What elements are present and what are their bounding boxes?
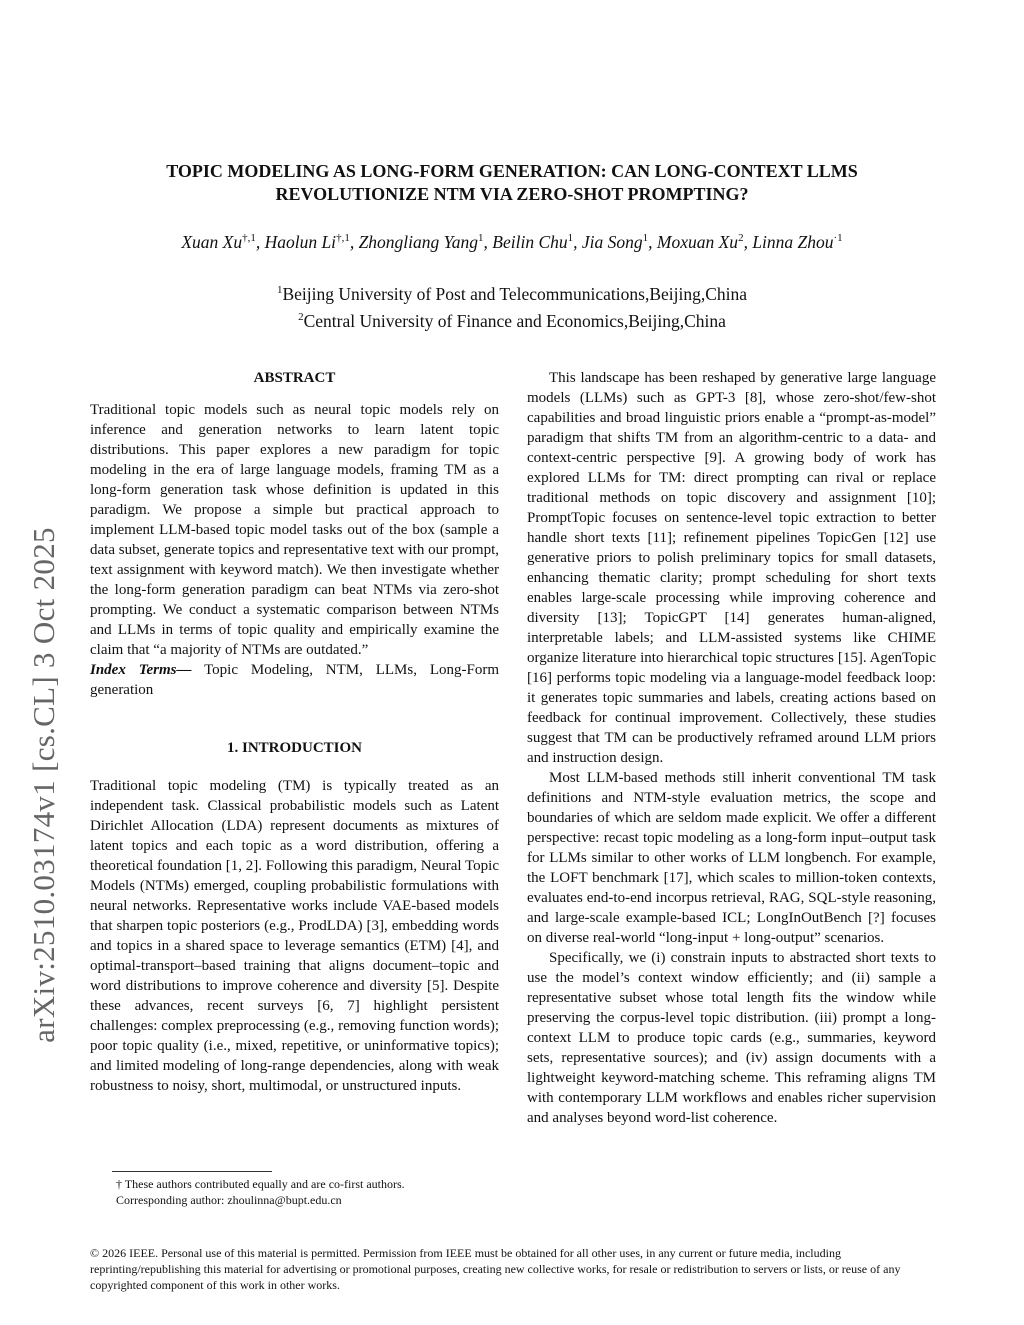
author: Haolun $Li^{\dagger,1}$ <box>264 232 350 252</box>
author-list: Xuan $Xu^{\dagger,1}$, Haolun $Li^{\dagger,1}$, Zhongliang Yang$^1$, Beilin Chu$^1$, Jia Song$^1$, Moxuan Xu$^2$, Linna Zhou$^{\cdot 1}$ <box>181 232 843 252</box>
affiliation-2: $^2$Central University of Finance and Economics,Beijing,China <box>298 310 726 331</box>
author: Jia Song$^1$ <box>581 232 649 252</box>
index-terms-text: Topic Modeling, NTM, LLMs, Long-Form generation <box>90 662 499 698</box>
author: Beilin Chu$^1$ <box>492 232 574 252</box>
copyright-notice: © 2026 IEEE. Personal use of this material is permitted. Permission from IEEE must be obtained for all other uses, in any current or future media, including reprinting/republishing this material for advertising or promotional purposes, creating new collective works, for resale or redistribution to servers or lists, or reuse of any copyrighted component of this work in other works. <box>90 1246 901 1292</box>
title-line-1: TOPIC MODELING AS LONG-FORM GENERATION: CAN LONG-CONTEXT LLMS <box>166 161 858 181</box>
introduction-heading: 1. INTRODUCTION <box>226 740 362 756</box>
abstract-heading: ABSTRACT <box>253 370 336 386</box>
intro-paragraph-2: This landscape has been reshaped by generative large language models (LLMs) such as GPT-3 [8], whose zero-shot/few-shot capabilities and broad linguistic priors enable a “prompt-as-model” paradigm that shifts TM from an algorithm-centric to a data- and context-centric perspective [9]. A growing body of work has explored LLMs for TM: direct prompting can rival or replace traditional methods on topic discovery and assignment [10]; PromptTopic focuses on sentence-level topic extraction to better handle short texts [11]; refinement pipelines TopicGen [12] use generative priors to polish preliminary topics for small datasets, enhancing thematic clarity; prompt scheduling for short texts enables large-scale processing while improving coherence and diversity [13]; TopicGPT [14] generates human-aligned, interpretable labels; and LLM-assisted systems like CHIME organize literature into hierarchical topic structures [15]. AgenTopic [16] performs topic modeling via a language-model feedback loop: it generates topic summaries and labels, creating actions based on feedback for continual improvement. Collectively, these studies suggest that TM can be productively reframed around LLM priors and instruction design. <box>527 370 936 766</box>
intro-paragraph-4: Specifically, we (i) constrain inputs to abstracted short texts to use the model’s context window efficiently; and (ii) sample a representative subset whose total length fits the window while preserving the corpus-level topic distribution. (iii) prompt a long-context LLM to produce topic cards (e.g., summaries, keyword sets, representative sources); and (iv) assign documents with a lightweight keyword-matching scheme. This reframing aligns TM with contemporary LLM workflows and enables richer supervision and analyses beyond word-list coherence. <box>527 950 936 1126</box>
abstract-text: Traditional topic models such as neural topic models rely on inference and generation networks to learn latent topic distributions. This paper explores a new paradigm for topic modeling in the era of large language models, framing TM as a long-form generation task whose definition is updated in this paradigm. We propose a simple but practical approach to implement LLM-based topic model tasks out of the box (sample a data subset, generate topics and representative text with our prompt, text assignment with keyword match). We then investigate whether the long-form generation paradigm can beat NTMs via zero-shot prompting. We conduct a systematic comparison between NTMs and LLMs in terms of topic quality and empirically examine the claim that “a majority of NTMs are outdated.” <box>90 402 499 658</box>
footnote <box>90 1171 499 1208</box>
intro-paragraph-3: Most LLM-based methods still inherit conventional TM task definitions and NTM-style evaluation metrics, the scope and boundaries of which are seldom made explicit. We offer a different perspective: recast topic modeling as a long-form input–output task for LLMs similar to other works of LLM longbench. For example, the LOFT benchmark [17], which scales to million-token contexts, evaluates end-to-end incorpus retrieval, RAG, SQL-style reasoning, and large-scale example-based ICL; LongInOutBench [?] focuses on diverse real-world “long-input + long-output” scenarios. <box>527 770 936 946</box>
author: Moxuan Xu$^2$ <box>656 232 744 252</box>
right-column <box>527 368 936 1128</box>
affiliations <box>100 279 924 333</box>
arxiv-watermark-text: arXiv:2510.03174v1 [cs.CL] 3 Oct 2025 <box>26 527 61 1043</box>
footnote-rule <box>112 1171 272 1172</box>
left-column <box>90 368 499 1096</box>
author: Xuan $Xu^{\dagger,1}$ <box>181 232 256 252</box>
author: Zhongliang Yang$^1$ <box>358 232 484 252</box>
paper-title <box>100 160 924 206</box>
footnote-corresponding: Corresponding author: zhoulinna@bupt.edu.cn <box>116 1193 342 1207</box>
affiliation-1: $^1$Beijing University of Post and Telecommunications,Beijing,China <box>276 283 748 304</box>
intro-paragraph-1: Traditional topic modeling (TM) is typically treated as an independent task. Classical probabilistic models such as Latent Dirichlet Allocation (LDA) represent documents as mixtures of latent topics and each topic as a word distribution, offering a theoretical foundation [1, 2]. Following this paradigm, Neural Topic Models (NTMs) emerged, coupling probabilistic formulations with neural networks. Representative works include VAE-based models that sharpen topic posteriors (e.g., ProdLDA) [3], embedding words and topics in a shared space to leverage semantics (ETM) [4], and optimal-transport–based training that aligns document–topic and word distributions to improve coherence and diversity [5]. Despite these advances, recent surveys [6, 7] highlight persistent challenges: complex preprocessing (e.g., removing function words); poor topic quality (i.e., mixed, repetitive, or uninformative topics); and limited modeling of long-range dependencies, along with weak robustness to noisy, short, multimodal, or unstructured inputs. <box>90 778 499 1094</box>
author: Linna Zhou$^{\cdot 1}$ <box>752 232 843 252</box>
footnote-co-first: † These authors contributed equally and are co-first authors. <box>116 1177 405 1191</box>
index-terms-label: Index Terms— <box>90 662 192 678</box>
title-line-2: REVOLUTIONIZE NTM VIA ZERO-SHOT PROMPTING? <box>275 184 749 204</box>
index-terms <box>90 660 499 700</box>
